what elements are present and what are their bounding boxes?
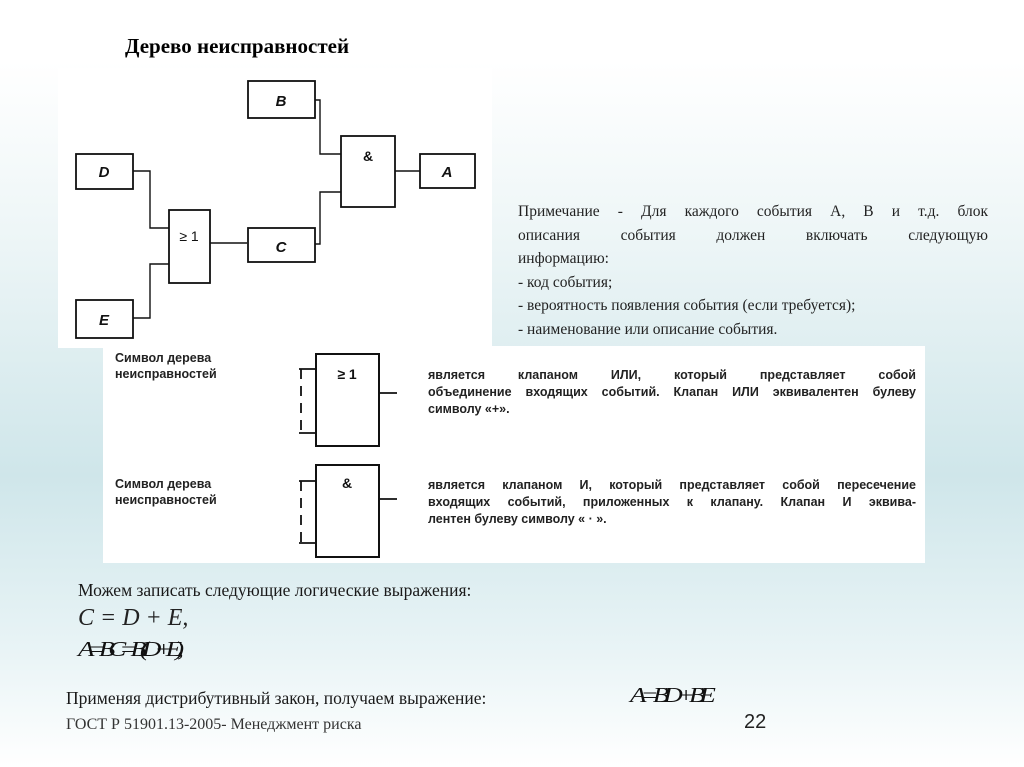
legend-or-symbol: ≥ 1 xyxy=(337,366,357,382)
event-label-b: B xyxy=(275,93,287,110)
connector-d-or xyxy=(133,171,169,228)
legend-and-label: Символ дерева неисправностей xyxy=(115,477,217,507)
event-label-c: C xyxy=(275,239,287,256)
expressions-intro: Можем записать следующие логические выражения: xyxy=(78,580,472,600)
connector-c-and xyxy=(315,192,341,244)
connector-e-or xyxy=(133,264,169,318)
distributive-law-text: Применяя дистрибутивный закон, получаем выражение: xyxy=(66,688,487,708)
note-item: - вероятность появления события (если требуется); xyxy=(518,297,856,314)
event-label-d: D xyxy=(98,164,110,181)
legend-or-description: является клапаном ИЛИ, который представляет собой объединение входящих событий. Клапан ИЛИ эквивалентен булеву символу «+». xyxy=(428,368,916,416)
note-block xyxy=(518,200,988,341)
footer-standard: ГОСТ Р 51901.13-2005- Менеджмент риска xyxy=(66,716,362,733)
slide-title: Дерево неисправностей xyxy=(125,34,350,58)
expression-c: C = D + E, xyxy=(78,605,189,631)
legend-and-symbol: & xyxy=(341,475,353,491)
legend-and-description: является клапаном И, который представляет собой пересечение входящих событий, приложенных к клапану. Клапан И эквива- лентен булеву символу « · ». xyxy=(428,478,916,526)
and-gate-symbol: & xyxy=(362,148,374,164)
event-label-e: E xyxy=(98,312,110,329)
and-gate xyxy=(341,136,395,207)
event-label-a: A xyxy=(441,164,453,181)
gate-legend-panel xyxy=(103,346,925,563)
or-gate-symbol: ≥ 1 xyxy=(179,228,199,244)
note-item: - код события; xyxy=(518,273,613,291)
note-item: - наименование или описание события. xyxy=(518,320,778,338)
note-line: описания события должен включать следующую xyxy=(518,226,988,244)
fault-tree-svg xyxy=(58,68,492,348)
note-line: Примечание - Для каждого события A, B и т.д. блок xyxy=(518,203,988,220)
expression-a-expanded: A=BD+BE xyxy=(630,683,710,707)
expression-a: A=BC=B(D+E), xyxy=(78,637,177,661)
connector-b-and xyxy=(315,100,341,154)
fault-tree-diagram xyxy=(58,68,492,348)
page-number: 22 xyxy=(744,711,767,733)
or-gate xyxy=(169,210,210,283)
legend-or-label: Символ дерева неисправностей xyxy=(115,351,217,381)
note-line: информацию: xyxy=(518,250,609,267)
